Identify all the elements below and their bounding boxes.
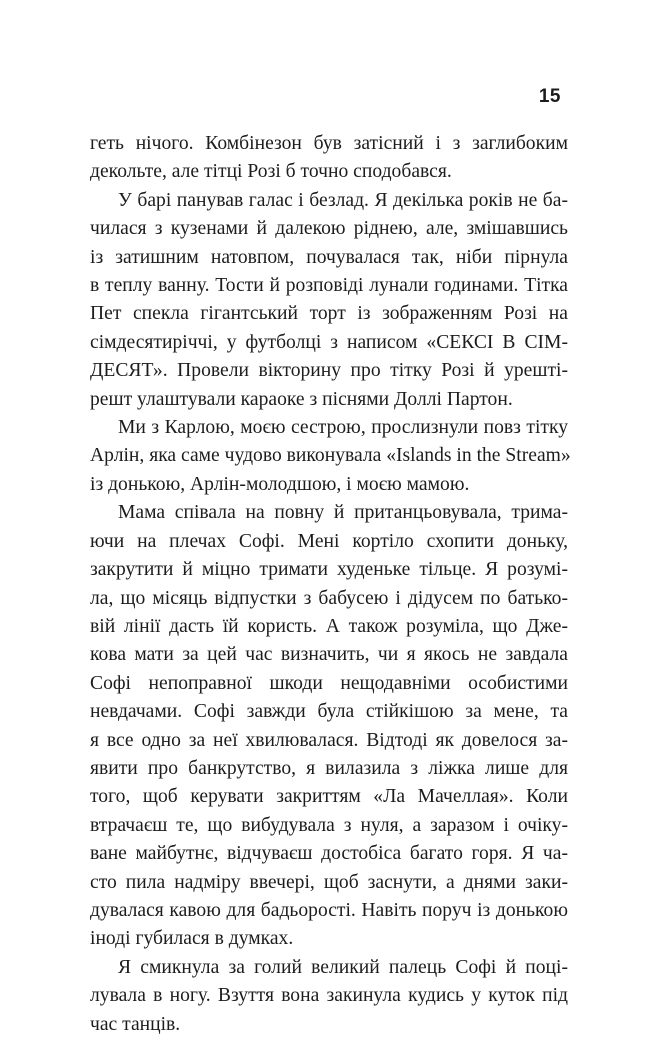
- text-line: в теплу ванну. Тости й розповіді лунали годинами. Тітка: [90, 275, 568, 297]
- paragraph: [90, 954, 568, 1039]
- text-line: час танців.: [90, 1013, 181, 1035]
- text-line: вій лінії дасть їй користь. А також розуміла, що Дже-: [90, 615, 568, 637]
- text-line: решт улаштували караоке з піснями Доллі Партон.: [90, 388, 513, 410]
- text-line: лувала в ногу. Взуття вона закинула кудись у куток під: [90, 985, 568, 1007]
- text-line: я все одно за неї хвилювалася. Відтоді як довелося за-: [90, 729, 568, 751]
- text-line: Софі непоправної шкоди нещодавніми особистими: [90, 672, 568, 694]
- text-line: явити про банкрутство, я вилазила з ліжка лише для: [90, 757, 568, 779]
- text-line: дувалася кавою для бадьорості. Навіть поруч із донькою: [90, 899, 568, 921]
- paragraph: [90, 130, 568, 187]
- text-line: ла, що місяць відпустки з бабусею і дідусем по батько-: [90, 587, 568, 609]
- text-line: ване майбутнє, відчуваєш достобіса багато горя. Я ча-: [90, 843, 568, 865]
- text-line: Пет спекла гігантський торт із зображенням Розі на: [90, 303, 568, 325]
- text-line: Мама співала на повну й пританцьовувала, трима-: [118, 502, 568, 524]
- text-line: невдачами. Софі завжди була стійкішою за мене, та: [90, 701, 568, 723]
- text-line: із донькою, Арлін-молодшою, і моєю мамою.: [90, 473, 470, 495]
- paragraph: [90, 187, 568, 414]
- text-line: геть нічого. Комбінезон був затісний і з заглибоким: [90, 133, 568, 154]
- text-line: декольте, але тітці Розі б точно сподобався.: [90, 161, 452, 183]
- text-line: чилася з кузенами й далекою ріднею, але, змішавшись: [90, 218, 568, 240]
- text-line: сімдесятиріччі, у футболці з написом «СЕКСІ В СІМ-: [90, 331, 568, 353]
- paragraph: [90, 499, 568, 954]
- text-line: закрутити й міцно тримати худеньке тільце. Я розумі-: [90, 559, 568, 581]
- text-line: із затишним натовпом, почувалася так, ніби пірнула: [90, 246, 568, 268]
- text-line: іноді губилася в думках.: [90, 928, 294, 950]
- paragraph: [90, 414, 571, 499]
- page-number: 15: [538, 86, 561, 107]
- text-line: Арлін, яка саме чудово виконувала «Islands in the Stream»: [90, 445, 571, 467]
- text-line: втрачаєш те, що вибудувала з нуля, а заразом і очіку-: [90, 814, 568, 836]
- text-line: ДЕСЯТ». Провели вікторину про тітку Розі й урешті-: [90, 360, 568, 382]
- body-text: [90, 130, 571, 1039]
- text-line: ючи на плечах Софі. Мені кортіло схопити доньку,: [90, 530, 568, 552]
- text-line: кова мати за цей час визначить, чи я якось не завдала: [90, 644, 568, 666]
- text-line: того, щоб керувати закриттям «Ла Мачеллая». Коли: [90, 786, 568, 808]
- text-line: У барі панував галас і безлад. Я декілька років не ба-: [118, 189, 568, 211]
- text-line: сто пила надміру ввечері, щоб заснути, а днями заки-: [90, 871, 568, 893]
- text-line: Я смикнула за голий великий палець Софі й поці-: [118, 956, 568, 978]
- text-line: Ми з Карлою, моєю сестрою, прослизнули повз тітку: [118, 417, 568, 439]
